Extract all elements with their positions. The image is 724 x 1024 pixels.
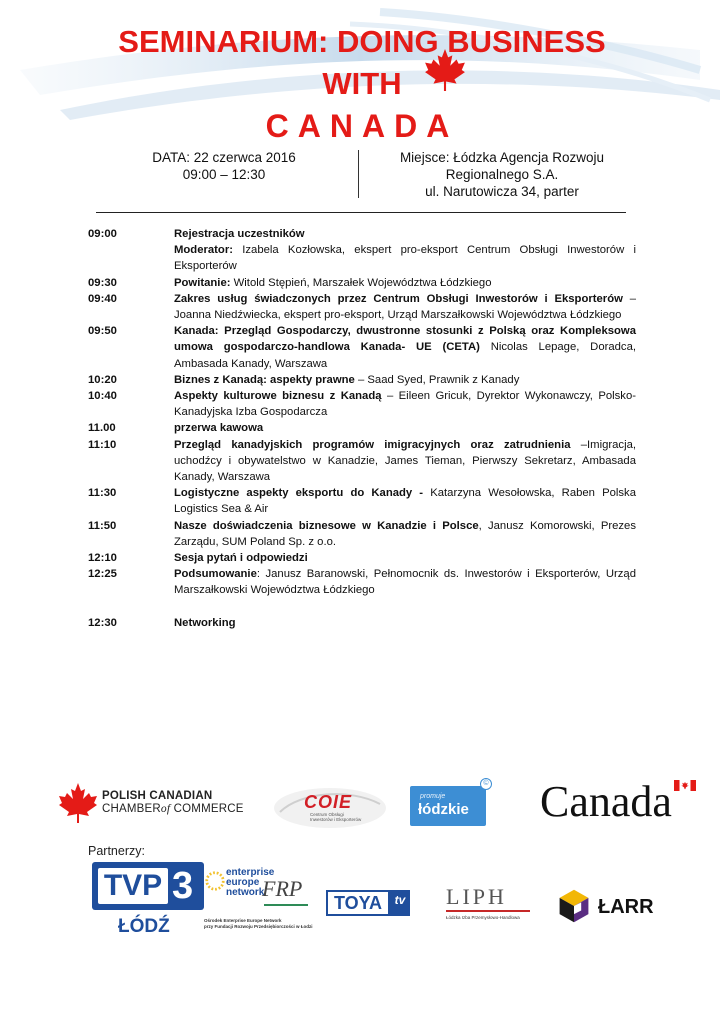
agenda-time: 12:30 <box>88 616 117 629</box>
agenda-row <box>88 323 636 372</box>
toya-tv-badge: tv <box>390 890 410 916</box>
agenda-list <box>88 226 636 631</box>
toya-tv-logo <box>326 888 412 918</box>
agenda-row <box>88 437 636 486</box>
agenda-desc: przerwa kawowa <box>174 422 264 435</box>
place-block <box>372 149 632 200</box>
seminar-title-line1: SEMINARIUM: DOING BUSINESS <box>118 24 606 59</box>
place-line: Miejsce: Łódzka Agencja Rozwoju <box>399 150 605 165</box>
frp-wordmark: FRP <box>262 876 303 901</box>
agenda-time: 10:40 <box>88 390 117 403</box>
agenda-time: 11:10 <box>88 438 117 451</box>
header-divider <box>96 212 626 213</box>
agenda-desc: Sesja pytań i odpowiedzi <box>174 552 308 565</box>
agenda-time: 12:10 <box>88 552 117 565</box>
agenda-time: 09:40 <box>88 292 117 305</box>
seminar-title-line2: WITH <box>322 66 402 101</box>
een-subtitle: Ośrodek Enterprise Europe Network przy Fundacji Rozwoju Przedsiębiorczości w Łodzi <box>204 918 313 929</box>
canada-wordmark: Canada <box>540 777 672 826</box>
registered-mark: © <box>480 778 492 790</box>
agenda-desc: Przegląd kanadyjskich programów imigracyjnych oraz zatrudnienia –Imigracja, uchodźcy i obywatelstwo w Kanadzie, James Tieman, Pierwszy Sekretarz, Ambasada Kanady, Warszawa <box>174 438 637 484</box>
agenda-row <box>88 372 636 388</box>
larr-wordmark: ŁARR <box>598 896 654 918</box>
partners-label: Partnerzy: <box>88 844 145 858</box>
larr-cube-icon <box>556 888 592 924</box>
agenda-desc: Podsumowanie: Janusz Baranowski, Pełnomocnik ds. Inwestorów i Eksporterów, Urząd Marszałkowski Województwa Łódzkiego <box>174 568 636 597</box>
agenda-row <box>88 615 636 631</box>
promuje-text: promuje <box>420 793 446 800</box>
promuje-lodzkie-logo <box>410 780 489 826</box>
agenda-row <box>88 388 636 420</box>
maple-leaf-icon <box>58 782 98 824</box>
tvp-text: TVP <box>98 868 168 904</box>
agenda-time: 09:50 <box>88 325 117 338</box>
agenda-row <box>88 420 636 436</box>
agenda-desc: Nasze doświadczenia biznesowe w Kanadzie i Polsce, Janusz Komorowski, Prezes Zarządu, SUM Poland Sp. z o.o. <box>174 519 636 548</box>
seminar-title-line3: CANADA <box>265 108 459 144</box>
agenda-desc: Logistyczne aspekty eksportu do Kanady - Katarzyna Wesołowska, Raben Polska Logistics Sea & Air <box>174 487 636 516</box>
agenda-row <box>88 226 636 242</box>
agenda-time: 11.00 <box>88 422 116 435</box>
coie-logo <box>270 782 390 832</box>
een-stars-icon <box>204 870 226 892</box>
coie-subtitle: Centrum Obsługi Inwestorów i Eksporterów <box>310 812 362 822</box>
agenda-row <box>88 550 636 566</box>
agenda-time: 12:25 <box>88 568 117 581</box>
agenda-desc: Zakres usług świadczonych przez Centrum Obsługi Inwestorów i Eksporterów – Joanna Niedźwiecka, ekspert pro-eksport, Urząd Marszałkowski Województwa Łódzkiego <box>174 292 637 322</box>
date-block <box>120 149 328 183</box>
agenda-row <box>88 566 636 598</box>
agenda-time <box>88 242 174 274</box>
pcc-name-line1: POLISH CANADIAN <box>102 790 213 802</box>
agenda-time: 09:00 <box>88 228 117 240</box>
een-wordmark: enterprise europe network <box>226 867 275 898</box>
agenda-time: 10:20 <box>88 373 117 386</box>
liph-subtitle: Łódzka Izba Przemysłowo-Handlowa <box>446 915 520 920</box>
frp-logo <box>262 876 310 916</box>
pcc-name-line2: CHAMBERof COMMERCE <box>102 802 244 815</box>
agenda-time: 11:50 <box>88 519 117 532</box>
tvp3-lodz-logo <box>92 862 208 940</box>
liph-wordmark: LIPH <box>446 884 530 912</box>
toya-wordmark: TOYA <box>326 890 390 916</box>
hours-text: 09:00 – 12:30 <box>182 167 266 182</box>
agenda-desc: Biznes z Kanadą: aspekty prawne – Saad Syed, Prawnik z Kanady <box>174 373 520 386</box>
agenda-desc: Networking <box>174 616 236 629</box>
tvp-channel-number: 3 <box>172 865 194 907</box>
agenda-desc: Aspekty kulturowe biznesu z Kanadą – Eileen Gricuk, Dyrektor Wykonawczy, Polsko-Kanadyjska Izba Gospodarcza <box>174 390 636 419</box>
agenda-time: 11:30 <box>88 487 117 500</box>
pcc-logo <box>58 780 244 828</box>
agenda-desc: Rejestracja uczestników <box>174 228 305 240</box>
agenda-desc: Kanada: Przegląd Gospodarczy, dwustronne stosunki z Polską oraz Kompleksowa umowa gospodarczo-handlowa Kanada- UE (CETA) Nicolas Lepage, Doradca, Ambasada Kanady, Warszawa <box>174 325 636 370</box>
agenda-desc: Moderator: Izabela Kozłowska, ekspert pro-eksport Centrum Obsługi Inwestorów i Eksporterów <box>174 244 636 273</box>
agenda-row <box>88 242 636 274</box>
canada-flag-icon <box>674 780 696 791</box>
coie-wordmark: COIE <box>304 792 353 812</box>
liph-logo <box>446 884 536 924</box>
info-divider <box>358 150 359 198</box>
tvp-city: ŁÓDŹ <box>118 916 170 937</box>
place-line: ul. Narutowicza 34, parter <box>425 184 579 199</box>
agenda-row <box>88 518 636 550</box>
date-text: DATA: 22 czerwca 2016 <box>152 150 296 165</box>
agenda-row <box>88 485 636 517</box>
agenda-time: 09:30 <box>88 276 117 289</box>
agenda-row <box>88 275 636 291</box>
agenda-row <box>88 291 636 323</box>
agenda-desc: Powitanie: Witold Stępień, Marszałek Województwa Łódzkiego <box>174 276 492 289</box>
lodzkie-text: łódzkie <box>418 801 469 818</box>
place-line: Regionalnego S.A. <box>445 167 559 182</box>
larr-logo <box>556 888 686 928</box>
canada-wordmark-logo <box>540 776 700 830</box>
